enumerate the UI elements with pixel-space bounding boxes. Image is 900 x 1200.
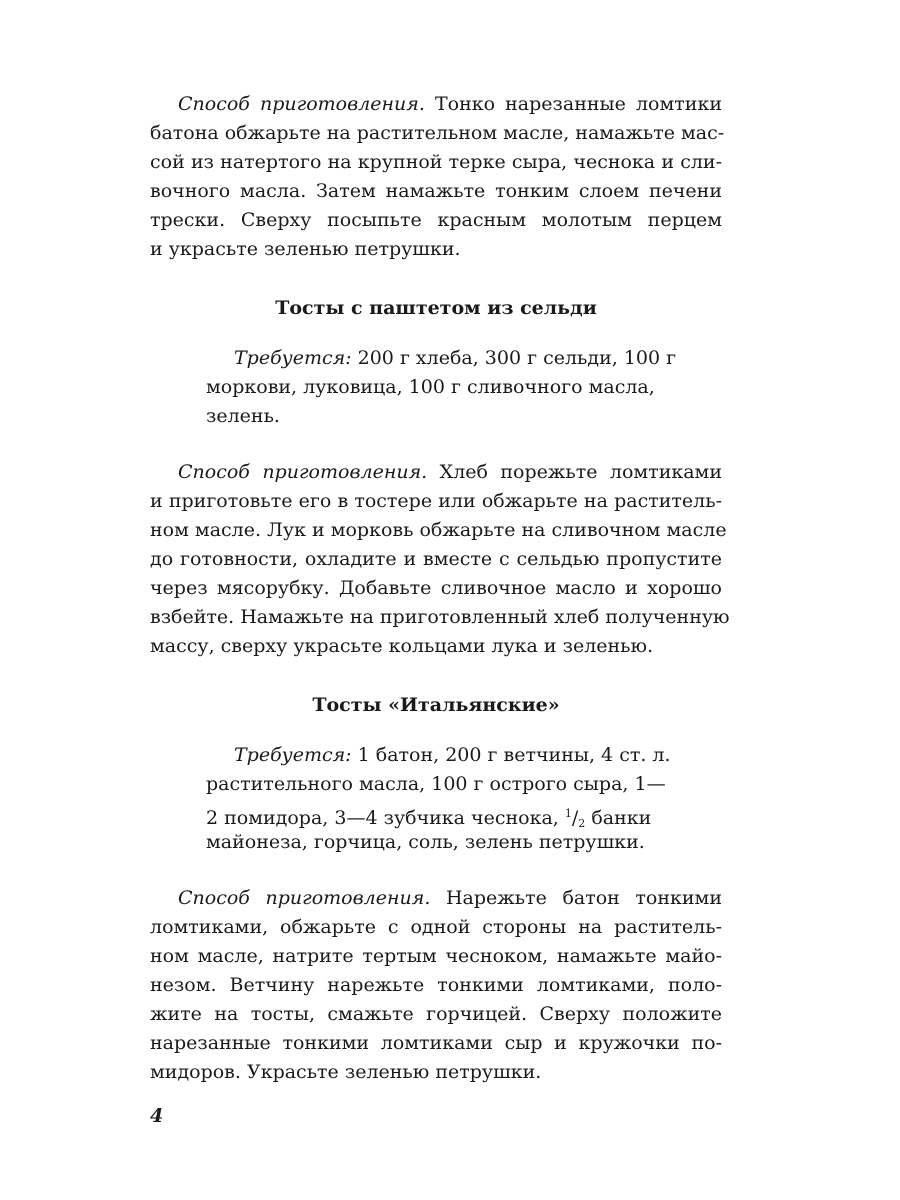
paragraph-line: сой из натертого на крупной терке сыра, чеснока и сли- (150, 151, 722, 173)
paragraph-line: незом. Ветчину нарежьте тонкими ломтиками, поло- (150, 974, 722, 996)
ingredients-line (206, 344, 676, 373)
fraction-numerator: 1 (564, 807, 572, 820)
paragraph-line: через мясорубку. Добавьте сливочное масло и хорошо (150, 577, 722, 599)
paragraph-line: жите на тосты, смажьте горчицей. Сверху положите (150, 1003, 722, 1025)
text-span: Нарежьте батон тонкими (430, 887, 722, 909)
text-span: Хлеб порежьте ломтиками (427, 461, 722, 483)
paragraph-line: ломтиками, обжарьте с одной стороны на раститель- (150, 916, 722, 938)
paragraph-line: массу, сверху украсьте кольцами лука и зеленью. (150, 635, 654, 657)
text-span: банки (585, 807, 652, 829)
requires-label: Требуется: (234, 347, 352, 369)
text-span: 200 г хлеба, 300 г сельди, 100 г (351, 347, 677, 369)
method-paragraph-3 (150, 884, 722, 1087)
fraction-one-half (565, 807, 585, 829)
ingredients-block-2 (206, 741, 676, 857)
method-label: Способ приготовления. (178, 93, 425, 115)
text-span: Тонко нарезанные ломтики (424, 93, 722, 115)
text-span: 1 батон, 200 г ветчины, 4 ст. л. (351, 744, 671, 766)
paragraph-line: батона обжарьте на растительном масле, намажьте мас- (150, 122, 725, 144)
paragraph-line (150, 884, 722, 913)
requires-label: Требуется: (234, 744, 352, 766)
ingredients-line (206, 741, 676, 770)
method-label: Способ приготовления. (178, 887, 431, 909)
paragraph-line: взбейте. Намажьте на приготовленный хлеб полученную (150, 606, 730, 628)
paragraph-line: вочного масла. Затем намажьте тонким слоем печени (150, 180, 722, 202)
paragraph-line: мидоров. Украсьте зеленью петрушки. (150, 1061, 542, 1083)
paragraph-line: до готовности, охладите и вместе с сельдью пропустите (150, 548, 722, 570)
ingredients-line: майонеза, горчица, соль, зелень петрушки. (206, 831, 645, 853)
paragraph-line (150, 458, 722, 487)
paragraph-line: трески. Сверху посыпьте красным молотым перцем (150, 209, 722, 231)
ingredients-block-1 (206, 344, 676, 431)
paragraph-line: ном масле. Лук и морковь обжарьте на сливочном масле (150, 519, 727, 541)
text-span: 2 помидора, 3—4 зубчика чеснока, (206, 807, 565, 829)
ingredients-line: моркови, луковица, 100 г сливочного масла, (206, 376, 655, 398)
ingredients-line (206, 799, 676, 828)
fraction-slash: / (571, 807, 579, 829)
fraction-denominator: 2 (578, 817, 586, 830)
paragraph-line: ном масле, натрите тертым чесноком, намажьте майо- (150, 945, 722, 967)
recipe-heading-herring-toasts: Тосты с паштетом из сельди (275, 297, 597, 319)
method-paragraph-1 (150, 90, 725, 264)
recipe-heading-italian-toasts: Тосты «Итальянские» (312, 694, 560, 716)
paragraph-line: нарезанные тонкими ломтиками сыр и кружочки по- (150, 1032, 722, 1054)
ingredients-line: растительного масла, 100 г острого сыра, 1— (206, 773, 666, 795)
paragraph-line: и украсьте зеленью петрушки. (150, 238, 461, 260)
paragraph-line (150, 90, 722, 119)
paragraph-line: и приготовьте его в тостере или обжарьте на раститель- (150, 490, 722, 512)
page-number: 4 (150, 1105, 164, 1127)
method-label: Способ приготовления. (178, 461, 428, 483)
ingredients-line: зелень. (206, 405, 280, 427)
method-paragraph-2 (150, 458, 730, 661)
